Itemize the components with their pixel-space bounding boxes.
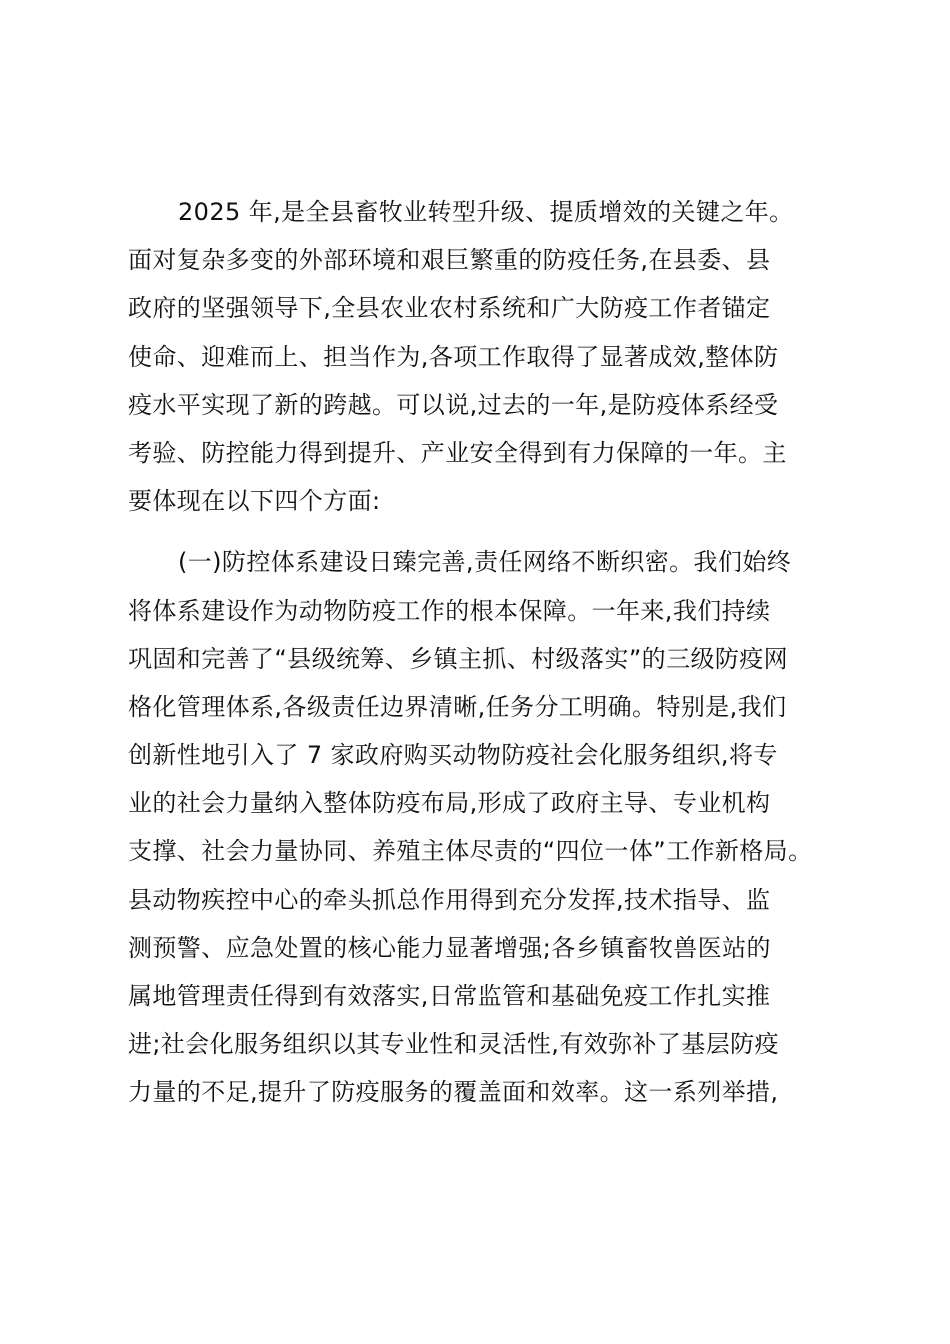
text-line: 力量的不足,提升了防疫服务的覆盖面和效率。这一系列举措, xyxy=(128,1078,779,1107)
text-line: 政府的坚强领导下,全县农业农村系统和广大防疫工作者锚定 xyxy=(128,294,771,323)
text-line: 巩固和完善了“县级统筹、乡镇主抓、村级落实”的三级防疫网 xyxy=(128,644,789,673)
text-line: 创新性地引入了 7 家政府购买动物防疫社会化服务组织,将专 xyxy=(128,741,778,770)
text-line: 业的社会力量纳入整体防疫布局,形成了政府主导、专业机构 xyxy=(128,789,771,818)
text-line: 属地管理责任得到有效落实,日常监管和基础免疫工作扎实推 xyxy=(128,982,771,1010)
text-line: 进;社会化服务组织以其专业性和灵活性,有效弥补了基层防疫 xyxy=(128,1030,779,1059)
text-line: 县动物疾控中心的牵头抓总作用得到充分发挥,技术指导、监 xyxy=(128,885,771,914)
text-line: 格化管理体系,各级责任边界清晰,任务分工明确。特别是,我们 xyxy=(128,692,787,721)
text-line: 支撑、社会力量协同、养殖主体尽责的“四位一体”工作新格局。 xyxy=(128,837,813,866)
text-line: 面对复杂多变的外部环境和艰巨繁重的防疫任务,在县委、县 xyxy=(128,246,771,275)
text-line: 要体现在以下四个方面: xyxy=(128,487,381,516)
text-line: 将体系建设作为动物防疫工作的根本保障。一年来,我们持续 xyxy=(128,596,771,625)
text-line: 2025 年,是全县畜牧业转型升级、提质增效的关键之年。 xyxy=(178,198,794,226)
document-body xyxy=(128,188,848,1117)
paragraph-intro xyxy=(128,188,848,525)
text-line: 考验、防控能力得到提升、产业安全得到有力保障的一年。主 xyxy=(128,438,787,467)
text-line: 测预警、应急处置的核心能力显著增强;各乡镇畜牧兽医站的 xyxy=(128,933,771,962)
text-line: 疫水平实现了新的跨越。可以说,过去的一年,是防疫体系经受 xyxy=(128,390,779,419)
text-line: 使命、迎难而上、担当作为,各项工作取得了显著成效,整体防 xyxy=(128,342,779,371)
paragraph-section-1 xyxy=(128,538,848,1116)
section-heading-line: (一)防控体系建设日臻完善,责任网络不断织密。我们始终 xyxy=(178,548,792,577)
